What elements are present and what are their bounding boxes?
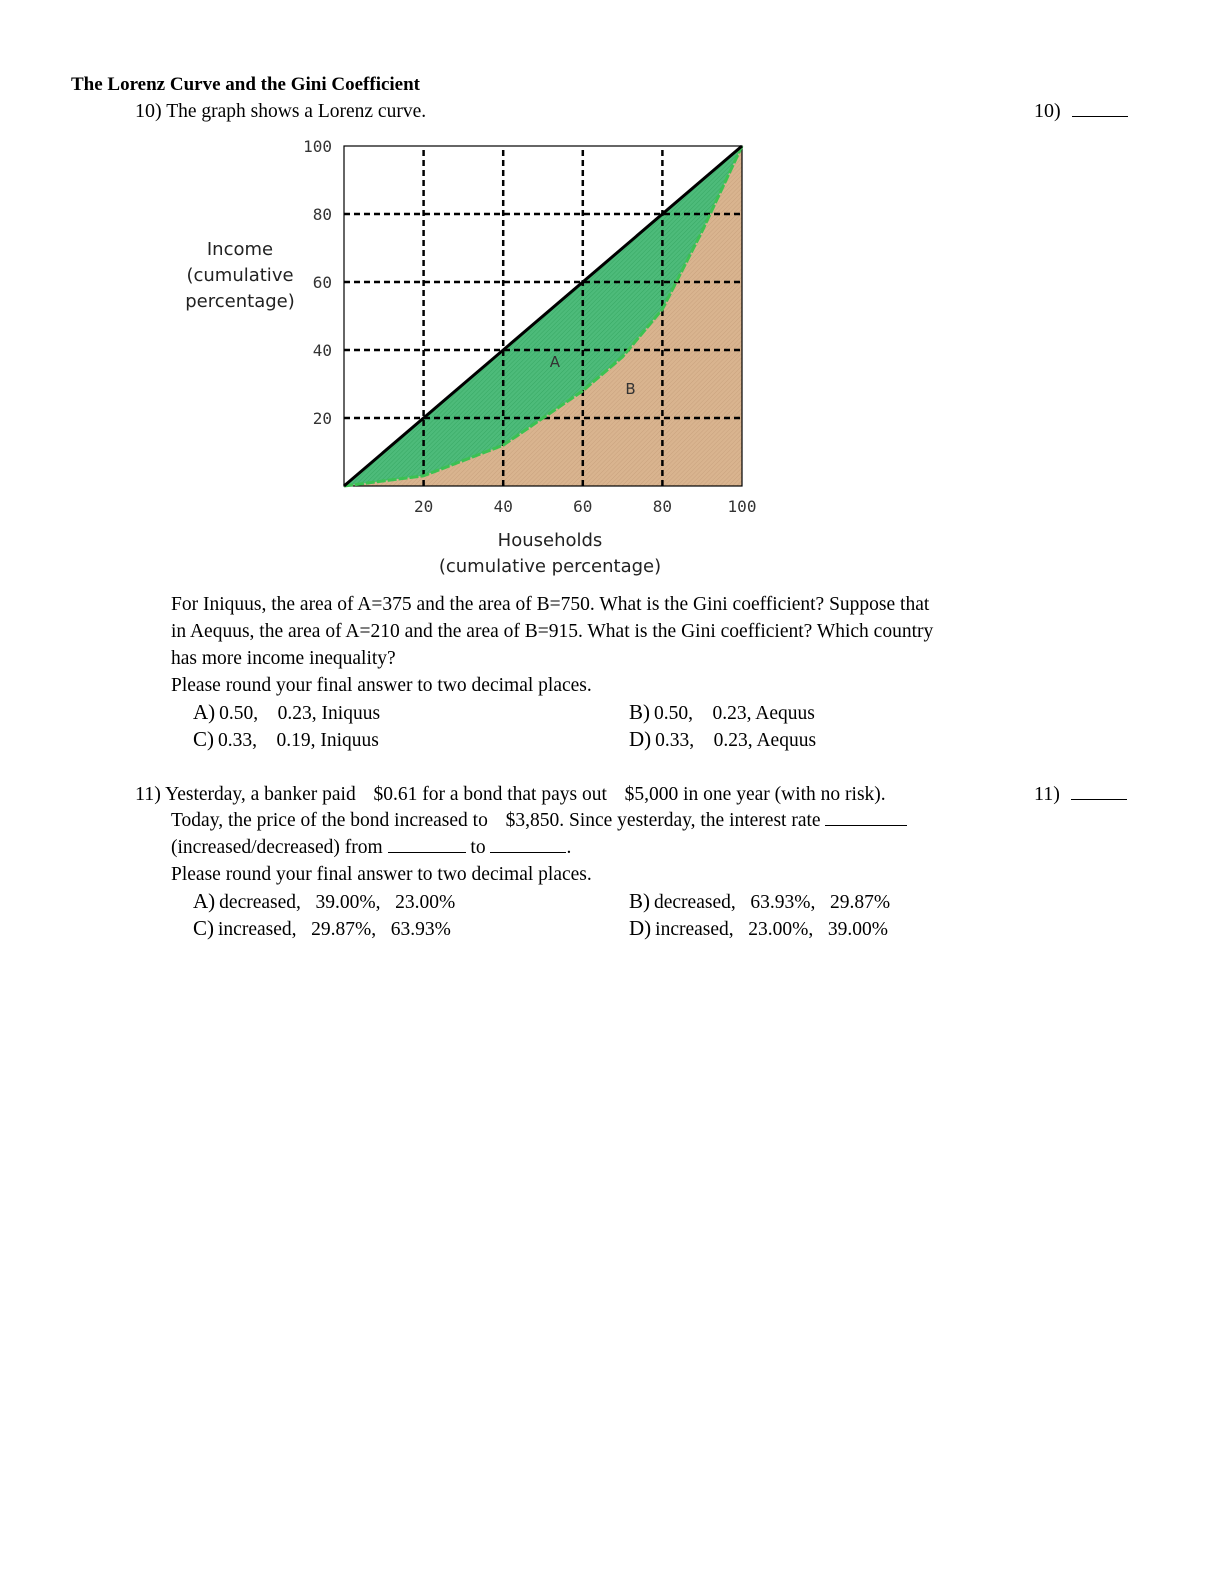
choice-text: increased, 23.00%, 39.00% [655,919,889,940]
y-axis-label: percentage) [185,291,295,312]
lorenz-curve-chart [180,130,780,580]
q10-choice-d[interactable] [629,727,816,752]
x-tick-label: 60 [573,497,593,516]
x-tick-label: 20 [413,497,434,516]
question-10-text: The graph shows a Lorenz curve. [166,101,427,122]
y-tick-label: 100 [303,137,332,156]
x-tick-label: 80 [652,497,673,516]
x-tick-label: 100 [727,497,757,516]
q11-text-1a: Yesterday, a banker paid [165,784,356,805]
choice-text: 0.33, 0.23, Aequus [655,730,817,751]
q10-body-line-4: Please round your final answer to two decimal places. [171,675,592,696]
y-tick-label: 80 [312,205,332,224]
choice-letter: B) [629,700,650,724]
answer-11-label: 11) [1034,783,1060,805]
q10-body-line-3: has more income inequality? [171,648,396,669]
q11-text-2b: $3,850. Since yesterday, the interest rate [505,810,821,831]
section-title: The Lorenz Curve and the Gini Coefficient [71,74,421,95]
question-11-line-2 [171,810,907,832]
choice-text: 0.50, 0.23, Iniquus [219,703,381,724]
q11-blank-direction[interactable] [825,811,907,826]
choice-letter: B) [629,889,650,913]
question-11-line-1 [135,783,886,806]
q11-text-3a: (increased/decreased) from [171,837,383,858]
x-tick-label: 40 [493,497,513,516]
choice-letter: A) [193,700,216,724]
q11-text-3c: . [566,837,572,858]
choice-text: decreased, 39.00%, 23.00% [219,892,456,913]
question-10-number: 10) [135,100,162,122]
question-11-line-3 [171,837,571,859]
question-11-number: 11) [135,783,161,805]
q11-text-1c: $5,000 in one year (with no risk). [624,784,886,805]
question-10-answer-slot [1034,100,1128,123]
q11-blank-from[interactable] [388,838,466,853]
choice-letter: D) [629,916,652,940]
q10-body-line-2: in Aequus, the area of A=210 and the area of B=915. What is the Gini coefficient? Which country [171,621,934,642]
choice-text: decreased, 63.93%, 29.87% [654,892,891,913]
choice-text: increased, 29.87%, 63.93% [218,919,451,940]
q11-choice-c[interactable] [193,916,451,941]
q10-choice-b[interactable] [629,700,815,725]
choice-letter: A) [193,889,216,913]
q11-round-note: Please round your final answer to two decimal places. [171,864,592,885]
choice-letter: D) [629,727,652,751]
answer-11-blank[interactable] [1071,785,1127,800]
region-label-a: A [549,353,561,371]
answer-10-label: 10) [1034,100,1061,122]
question-11-answer-slot [1034,783,1127,806]
q11-choice-a[interactable] [193,889,455,914]
x-axis-label: Households [497,530,603,551]
q11-text-1b: $0.61 for a bond that pays out [373,784,607,805]
question-10-header [135,100,426,123]
choice-text: 0.50, 0.23, Aequus [654,703,815,724]
q10-choice-a[interactable] [193,700,380,725]
region-label-b: B [625,380,636,399]
x-axis-label: (cumulative percentage) [438,556,662,577]
y-tick-label: 40 [312,341,332,360]
answer-10-blank[interactable] [1072,102,1128,117]
y-axis-label: Income [206,239,274,260]
q10-choice-c[interactable] [193,727,379,752]
choice-letter: C) [193,727,214,751]
q10-body-line-1: For Iniquus, the area of A=375 and the area of B=750. What is the Gini coefficient? Suppose that [171,594,930,615]
q11-text-2a: Today, the price of the bond increased to [171,810,488,831]
y-tick-label: 20 [312,409,332,428]
q11-choice-b[interactable] [629,889,890,914]
q11-text-3b: to [470,837,486,858]
q11-choice-d[interactable] [629,916,888,941]
choice-text: 0.33, 0.19, Iniquus [218,730,379,751]
choice-letter: C) [193,916,214,940]
q11-blank-to[interactable] [490,838,566,853]
y-tick-label: 60 [312,273,332,292]
y-axis-label: (cumulative [186,265,294,286]
